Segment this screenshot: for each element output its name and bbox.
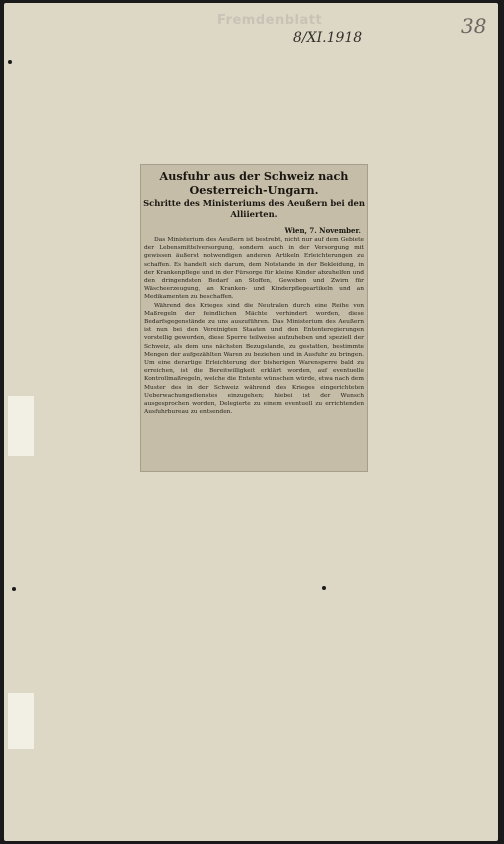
punch-hole [8, 60, 12, 64]
folio-number: 38 [461, 14, 487, 38]
article-dateline: Wien, 7. November. [284, 226, 361, 235]
newspaper-clipping [141, 165, 367, 471]
punch-hole [12, 587, 16, 591]
handwritten-date: 8/XI.1918 [293, 30, 363, 46]
newspaper-stamp: Fremdenblatt [217, 13, 323, 28]
paper-patch [8, 396, 34, 456]
article-paragraph: Während des Krieges sind die Neutralen durch eine Reihe von Maßregeln der feindlichen Mächte verhindert worden, diese Bedarfsgegenstände zu uns auszuführen. Das Ministerium des Aeußern ist nun bei den Vereinigten Staaten und den Ententeregierungen vorstellig geworden, diese Sperre teilweise aufzuheben und speziell der Schweiz, als dem uns nächsten Bezugslande, zu gestatten, bestimmte Mengen der aufgezählten Waren zu beziehen und in Ausfuhr zu bringen. Um eine derartige Erleichterung der bisherigen Warensperre bald zu erreichen, ist die Bereitwilligkeit erklärt worden, auf eventuelle Kontrollmaßregeln, welche die Entente wünschen würde, etwa nach dem Muster des in der Schweiz während des Krieges eingerichteten Ueberwachungsdienstes einzugehen; hiebei ist der Wunsch ausgesprochen worden, Delegierte zu einem eventuell zu errichtenden Ausfuhrbureau zu entsenden. [144, 302, 364, 416]
article-subheadline: Schritte des Ministeriums des Aeußern bei den Alliierten. [143, 198, 365, 219]
archive-sheet [4, 3, 498, 841]
paper-patch [8, 693, 34, 749]
article-body [144, 236, 364, 416]
article-paragraph: Das Ministerium des Aeußern ist bestrebt, nicht nur auf dem Gebiete der Lebensmittelversorgung, sondern auch in der Versorgung mit gewissen äußerst notwendigen anderen Artikeln Erleichterungen zu schaffen. Es handelt sich darum, dem Notstande in der Bekleidung, in der Krankenpflege und in der Fürsorge für kleine Kinder abzuhelfen und den dringendsten Bedarf an Stoffen, Geweben und Zwirn für Wäscheerzeugung, an Kranken- und Kinderpflegeartikeln und an Medikamenten zu beschaffen. [144, 237, 364, 301]
article-headline: Ausfuhr aus der Schweiz nach Oesterreich-Ungarn. [159, 169, 349, 197]
punch-hole [322, 586, 326, 590]
